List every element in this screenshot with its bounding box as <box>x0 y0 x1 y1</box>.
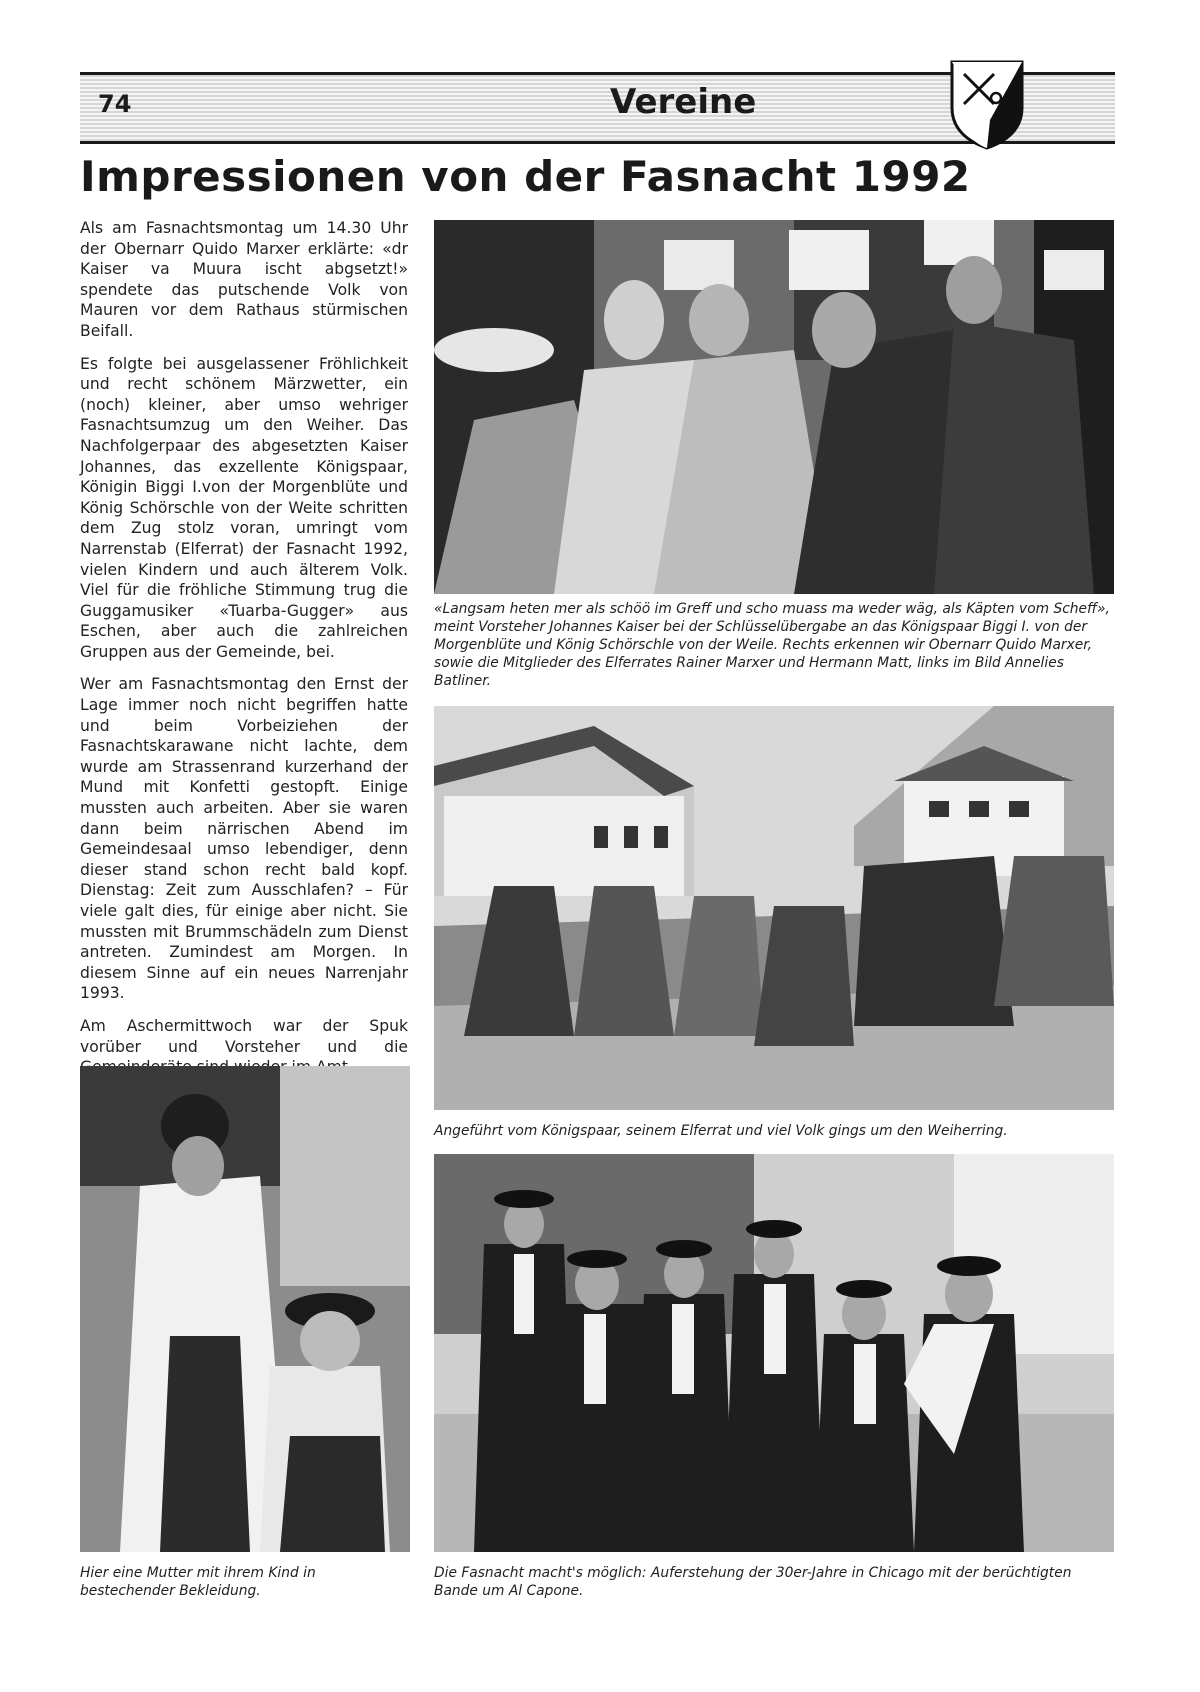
photo-key-handover <box>434 220 1114 594</box>
photo-capone <box>434 1154 1114 1552</box>
section-title: Vereine <box>610 82 757 122</box>
article-paragraph: Wer am Fasnachtsmontag den Ernst der Lage immer noch nicht begriffen hatte und beim Vorbeiziehen der Fasnachtskarawane nicht lachte, dem wurde am Strassenrand kurzerhand der Mund mit Konfetti gestopft. Einige mussten auch arbeiten. Aber sie waren dann beim närrischen Abend im Gemeindesaal umso lebendiger, denn dieser stand schon recht bald kopf. Dienstag: Zeit zum Ausschlafen? – Für viele galt dies, für einige aber nicht. Sie mussten mit Brummschädeln zum Dienst antreten. Zumindest am Morgen. In diesem Sinne auf ein neues Narrenjahr 1993. <box>80 675 408 1003</box>
article-paragraph: Es folgte bei ausgelassener Fröhlichkeit und recht schönem Märzwetter, ein (noch) kleiner, aber umso wehriger Fasnachtsumzug um den Weiher. Das Nachfolgerpaar des abgesetzten Kaiser Johannes, das exzellente Königspaar, Königin Biggi I.von der Morgenblüte und König Schörschle von der Weite schritten dem Zug stolz voran, umringt vom Narrenstab (Elferrat) der Fasnacht 1992, vielen Kindern und auch älterem Volk. Viel für die fröhliche Stimmung trug die Guggamusiker «Tuarba-Gugger» aus Eschen, aber auch die zahlreichen Gruppen aus der Gemeinde, bei. <box>80 354 408 661</box>
article-title: Impressionen von der Fasnacht 1992 <box>80 152 971 201</box>
article-body <box>80 218 408 1090</box>
page-number: 74 <box>98 90 132 118</box>
caption-mother-child: Hier eine Mutter mit ihrem Kind in bestechender Bekleidung. <box>80 1565 316 1599</box>
caption-key-handover: «Langsam heten mer als schöö im Greff und scho muass ma weder wäg, als Käpten vom Scheff», meint Vorsteher Johannes Kaiser bei der Schlüsselübergabe an das Königspaar Biggi I. von der Morgenblüte und König Schörschle von der Weile. Rechts erkennen wir Obernarr Quido Marxer, sowie die Mitglieder des Elferrates Rainer Marxer und Hermann Matt, links im Bild Annelies Batliner. <box>434 601 1110 689</box>
article-paragraph: Am Aschermittwoch war der Spuk vorüber und Vorsteher und die <box>80 1016 408 1056</box>
article-paragraph: Als am Fasnachtsmontag um 14.30 Uhr der Obernarr Quido Marxer erklärte: «dr Kaiser va Muura ischt abgsetzt!» spendete das putschende Volk von Mauren vor dem Rathaus stürmischen Beifall. <box>80 219 408 340</box>
photo-mother-child <box>80 1066 410 1552</box>
photo-parade <box>434 706 1114 1110</box>
caption-capone: Die Fasnacht macht's möglich: Auferstehung der 30er-Jahre in Chicago mit der berüchtigten Bande um Al Capone. <box>434 1565 1072 1599</box>
caption-parade: Angeführt vom Königspaar, seinem Elferrat und viel Volk gings um den Weiherring. <box>434 1123 1008 1139</box>
municipal-coat-of-arms-icon <box>950 60 1024 150</box>
